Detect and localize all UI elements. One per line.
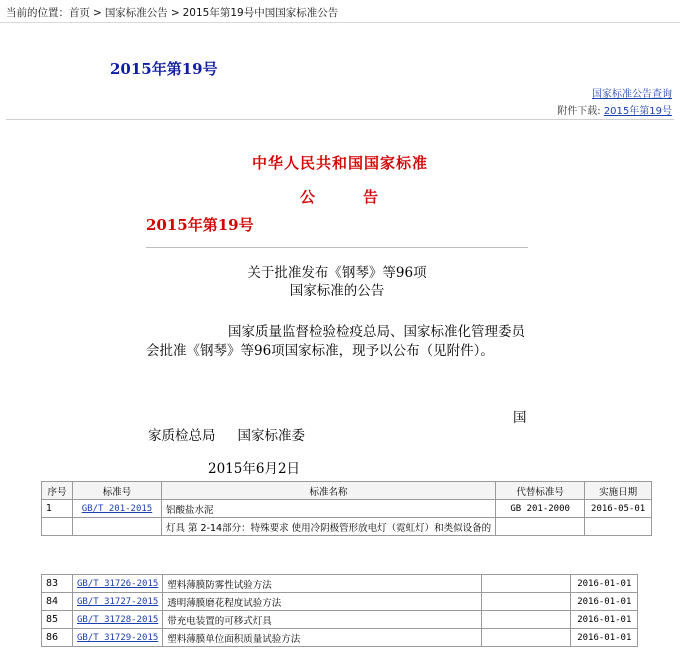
notice-subject-line-2: 国家标准的公告: [289, 283, 385, 299]
column-header-name: 标准名称: [162, 482, 496, 500]
cell-no: 85: [42, 611, 73, 629]
standard-code-link[interactable]: GB/T 201-2015: [81, 504, 153, 514]
cell-code: [73, 500, 162, 518]
cell-date: [585, 518, 652, 536]
cell-name: 灯具 第 2-14部分：特殊要求 使用冷阴极管形放电灯（霓虹灯）和类似设备的: [162, 518, 496, 536]
cell-no: 83: [42, 575, 73, 593]
cell-name: 带充电装置的可移式灯具: [163, 611, 482, 629]
standard-code-link[interactable]: GB/T 31729-2015: [77, 633, 159, 643]
cell-name: 透明薄膜磨花程度试验方法: [163, 593, 482, 611]
notice-heading-char-2: 告: [363, 188, 379, 206]
cell-replace: [482, 629, 571, 647]
breadcrumb: [6, 3, 670, 23]
top-divider: [0, 22, 680, 23]
cell-code: [73, 593, 163, 611]
notice-heading: [300, 186, 378, 207]
cell-replace: [482, 575, 571, 593]
cell-name: 塑料薄膜单位面积质量试验方法: [163, 629, 482, 647]
content-gap: [41, 536, 639, 576]
notice-date: 2015年6月2日: [208, 461, 301, 477]
cell-replace: GB 201-2000: [496, 500, 585, 518]
cell-code: [73, 575, 163, 593]
cell-replace: [482, 611, 571, 629]
cell-no: 86: [42, 629, 73, 647]
table-row: [42, 500, 652, 518]
standards-table-bottom: [41, 574, 638, 647]
column-header-no: 序号: [42, 482, 73, 500]
cell-no: 84: [42, 593, 73, 611]
cell-no: 1: [42, 500, 73, 518]
cell-replace: [496, 518, 585, 536]
standard-query-link[interactable]: 国家标准公告查询: [592, 89, 672, 100]
cell-date: 2016-01-01: [571, 611, 638, 629]
cell-no: [42, 518, 73, 536]
cell-name: 铝酸盐水泥: [162, 500, 496, 518]
cell-name: 塑料薄膜防雾性试验方法: [163, 575, 482, 593]
notice-red-title: 中华人民共和国国家标准: [251, 154, 428, 172]
cell-date: 2016-05-01: [585, 500, 652, 518]
notice-number: 2015年第19号: [146, 216, 254, 234]
breadcrumb-separator: >: [93, 7, 102, 19]
breadcrumb-prefix: 当前的位置：: [6, 7, 69, 19]
notice-body: 国家质量监督检验检疫总局、国家标准化管理委员会批准《钢琴》等96项国家标准，现予以公布（见附件）。: [146, 324, 525, 359]
signature-org-2: 国家标准委: [237, 428, 305, 444]
table-header-row: [42, 482, 652, 500]
notice-subject-line-1: 关于批准发布《钢琴》等96项: [247, 265, 427, 281]
header-divider: [6, 119, 674, 120]
cell-code: [73, 629, 163, 647]
column-header-replace: 代替标准号: [496, 482, 585, 500]
cell-replace: [482, 593, 571, 611]
table-row: [42, 593, 638, 611]
attachment-download: [557, 102, 672, 117]
table-row: [42, 518, 652, 536]
breadcrumb-current: 2015年第19号中国国家标准公告: [182, 7, 339, 19]
cell-date: 2016-01-01: [571, 629, 638, 647]
standard-code-link[interactable]: GB/T 31728-2015: [77, 615, 159, 625]
signature-char: 国: [513, 410, 527, 426]
attachment-link[interactable]: 2015年第19号: [603, 106, 672, 117]
column-header-code: 标准号: [73, 482, 162, 500]
signature-org-1: 家质检总局: [148, 428, 216, 444]
table-row: [42, 611, 638, 629]
notice-signature: [148, 424, 305, 444]
table-row: [42, 575, 638, 593]
breadcrumb-section-link[interactable]: 国家标准公告: [104, 7, 168, 19]
cell-date: 2016-01-01: [571, 575, 638, 593]
attachment-label: 附件下载:: [557, 106, 601, 117]
column-header-date: 实施日期: [585, 482, 652, 500]
standard-code-link[interactable]: GB/T 31727-2015: [77, 597, 159, 607]
breadcrumb-home-link[interactable]: 首页: [69, 7, 90, 19]
page-title: 2015年第19号: [110, 60, 218, 78]
cell-code: [73, 518, 162, 536]
standard-code-link[interactable]: GB/T 31726-2015: [77, 579, 159, 589]
standards-table-top: [41, 481, 652, 536]
cell-code: [73, 611, 163, 629]
cell-date: 2016-01-01: [571, 593, 638, 611]
table-row: [42, 629, 638, 647]
notice-heading-char-1: 公: [300, 188, 316, 206]
breadcrumb-separator: >: [170, 7, 180, 19]
notice-divider: [146, 247, 528, 248]
